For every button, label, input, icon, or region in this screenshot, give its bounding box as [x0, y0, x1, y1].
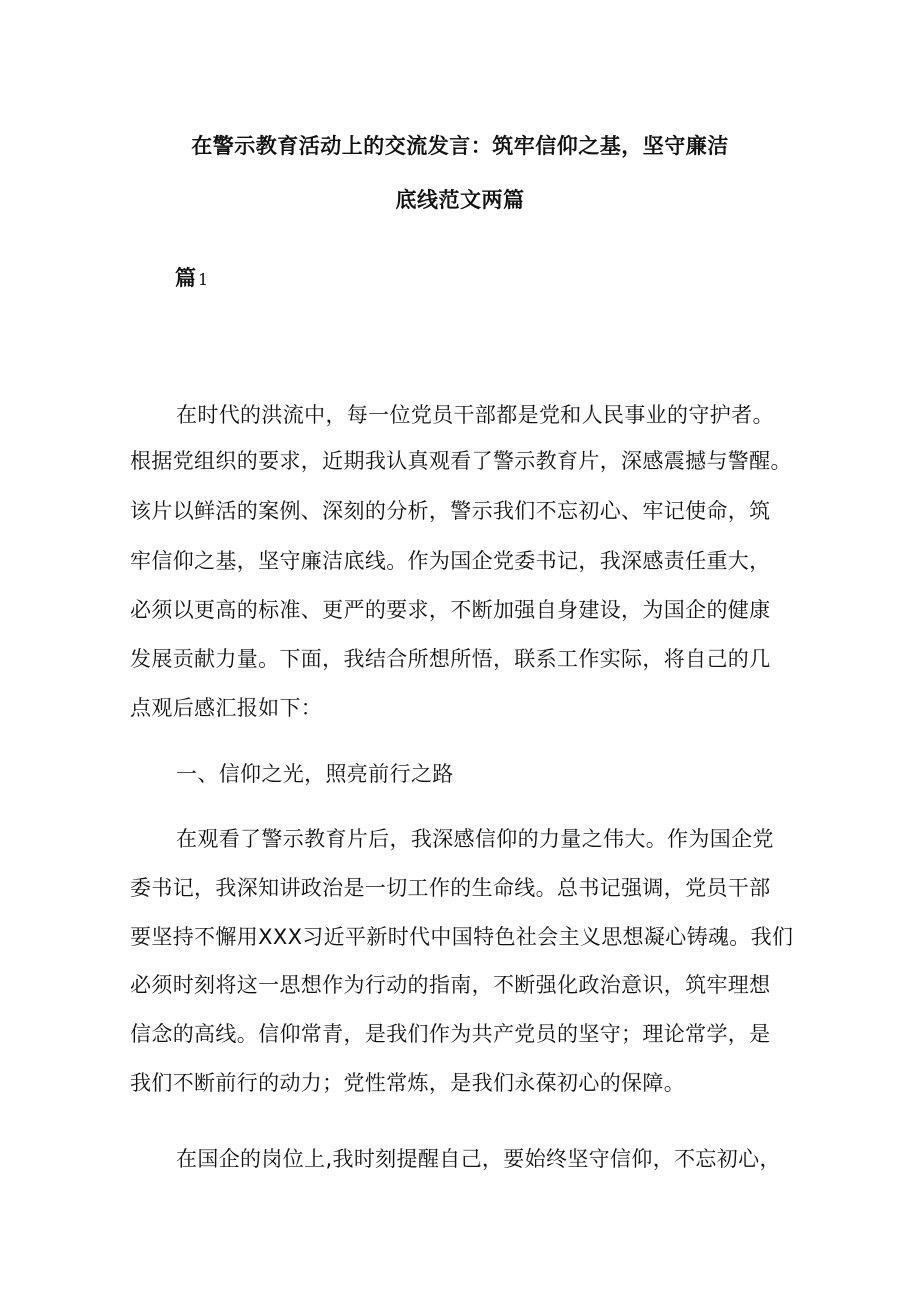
body-line-2: 根据党组织的要求，近期我认真观看了警示教育片，深感震撼与警醒。: [130, 449, 792, 473]
document-title-line-2: 底线范文两篇: [395, 188, 525, 212]
body-line-8: 在观看了警示教育片后，我深感信仰的力量之伟大。作为国企党: [176, 827, 774, 851]
body-line-9: 委书记，我深知讲政治是一切工作的生命线。总书记强调，党员干部: [130, 876, 771, 900]
section-label-text: 篇: [175, 266, 196, 290]
body-line-1: 在时代的洪流中，每一位党员干部都是党和人民事业的守护者。: [176, 403, 774, 427]
body-line-12: 信念的高线。信仰常青，是我们作为共产党员的坚守；理论常学，是: [130, 1022, 771, 1046]
body-line-14: 在国企的岗位上,我时刻提醒自己，要始终坚守信仰，不忘初心，: [176, 1147, 781, 1171]
section-label-number: 1: [198, 270, 209, 289]
body-line-10: 要坚持不懈用XXX习近平新时代中国特色社会主义思想凝心铸魂。我们: [130, 925, 794, 949]
body-line-3: 该片以鲜活的案例、深刻的分析，警示我们不忘初心、牢记使命，筑: [130, 499, 771, 523]
body-line-7: 点观后感汇报如下：: [130, 696, 323, 720]
body-line-4: 牢信仰之基，坚守廉洁底线。作为国企党委书记，我深感责任重大，: [130, 549, 771, 573]
document-title-line-1: 在警示教育活动上的交流发言：筑牢信仰之基，坚守廉洁: [191, 134, 729, 158]
body-line-13: 我们不断前行的动力；党性常炼，是我们永葆初心的保障。: [130, 1071, 686, 1095]
body-line-11: 必须时刻将这一思想作为行动的指南，不断强化政治意识，筑牢理想: [130, 973, 771, 997]
body-line-6: 发展贡献力量。下面，我结合所想所悟，联系工作实际，将自己的几: [130, 647, 771, 671]
section-heading-1: 一、信仰之光，照亮前行之路: [176, 762, 454, 786]
body-line-5: 必须以更高的标准、更严的要求，不断加强自身建设，为国企的健康: [130, 598, 771, 622]
section-label: [175, 262, 208, 292]
